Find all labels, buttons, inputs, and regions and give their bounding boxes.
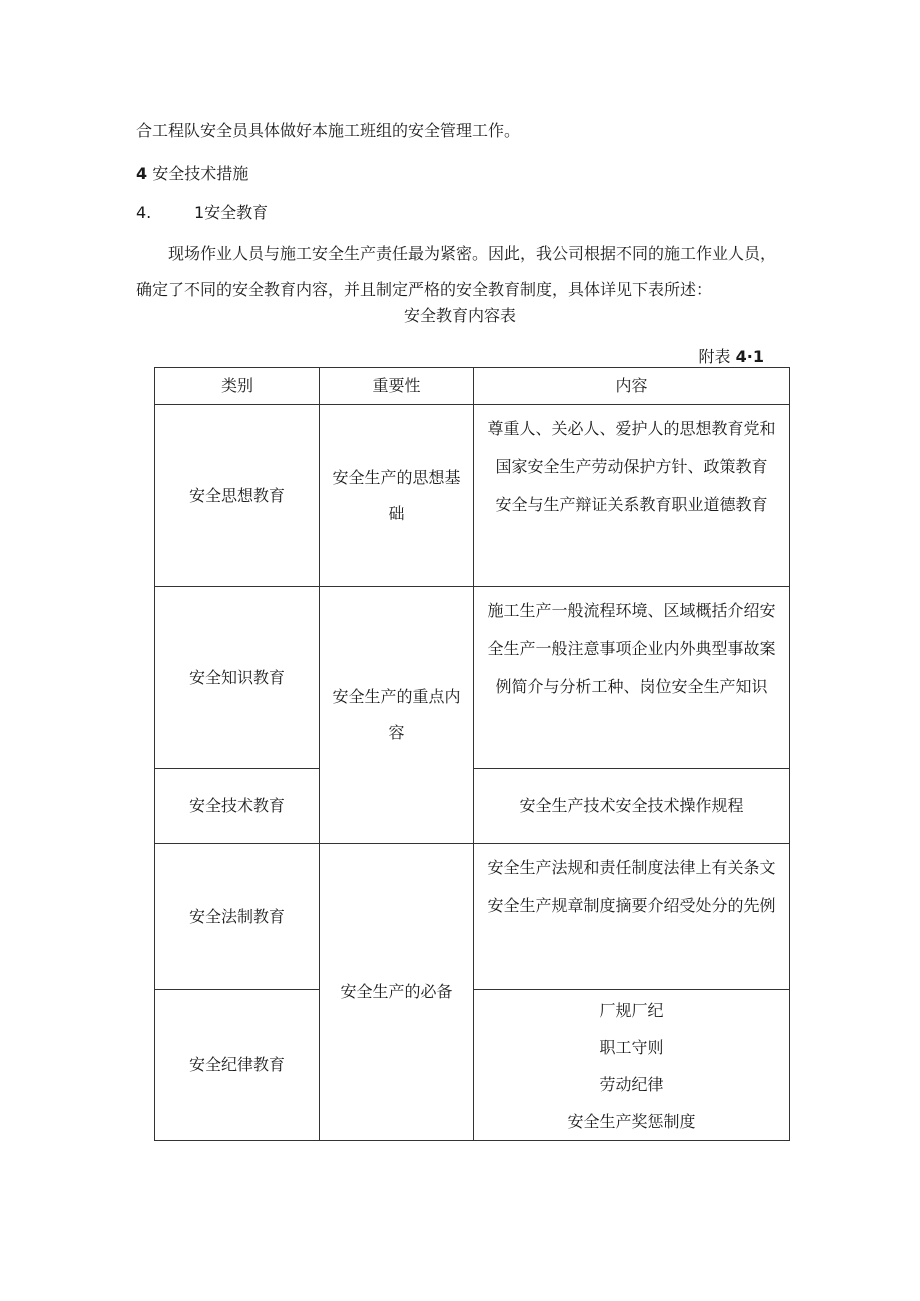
content-line: 安全生产奖惩制度 [567, 1112, 696, 1131]
annex-label [0, 346, 764, 368]
content-line: 职工守则 [599, 1038, 664, 1057]
content-line: 安全生产技术安全技术操作规程 [519, 796, 744, 815]
content-line: 例简介与分析工种、岗位安全生产知识 [495, 677, 768, 696]
content-line: 安全与生产辩证关系教育职业道德教育 [495, 495, 768, 514]
table-row [155, 405, 790, 587]
content-line: 厂规厂纪 [599, 1001, 664, 1020]
subsection-title: 1安全教育 [194, 203, 269, 222]
content-line: 国家安全生产劳动保护方针、政策教育 [495, 457, 768, 476]
content-cell [474, 405, 790, 587]
education-content-table [154, 367, 790, 1141]
header-importance: 重要性 [320, 368, 474, 405]
content-cell [474, 990, 790, 1141]
content-cell [474, 769, 790, 844]
intro-line: 合工程队安全员具体做好本施工班组的安全管理工作。 [136, 121, 521, 140]
category-cell: 安全知识教育 [155, 587, 320, 769]
annex-number: 4·1 [735, 347, 764, 366]
content-line: 施工生产一般流程环境、区域概括介绍安 [487, 601, 776, 620]
category-cell: 安全思想教育 [155, 405, 320, 587]
importance-cell: 安全生产的思想基础 [320, 405, 474, 587]
content-line: 安全生产规章制度摘要介绍受处分的先例 [487, 896, 776, 915]
body-paragraph: 现场作业人员与施工安全生产责任最为紧密。因此，我公司根据不同的施工作业人员，确定了不同的安全教育内容，并且制定严格的安全教育制度，具体详见下表所述： [136, 244, 777, 299]
category-cell: 安全法制教育 [155, 844, 320, 990]
content-line: 全生产一般注意事项企业内外典型事故案 [487, 639, 776, 658]
content-line: 安全生产法规和责任制度法律上有关条文 [487, 858, 776, 877]
content-line: 尊重人、关必人、爱护人的思想教育党和 [487, 419, 776, 438]
section-title: 安全技术措施 [152, 164, 249, 183]
section-number: 4 [136, 164, 148, 183]
importance-cell: 安全生产的必备 [320, 844, 474, 1141]
category-cell: 安全技术教育 [155, 769, 320, 844]
content-line: 劳动纪律 [599, 1075, 664, 1094]
importance-cell: 安全生产的重点内容 [320, 587, 474, 844]
category-cell: 安全纪律教育 [155, 990, 320, 1141]
content-cell [474, 587, 790, 769]
header-content: 内容 [474, 368, 790, 405]
table-header-row [155, 368, 790, 405]
header-category: 类别 [155, 368, 320, 405]
annex-prefix: 附表 [698, 347, 731, 366]
subsection-number: 4. [136, 203, 152, 222]
content-cell [474, 844, 790, 990]
section-heading [136, 163, 248, 185]
subsection-heading [136, 202, 268, 224]
table-row [155, 587, 790, 769]
table-row [155, 844, 790, 990]
table-caption: 安全教育内容表 [403, 306, 516, 325]
